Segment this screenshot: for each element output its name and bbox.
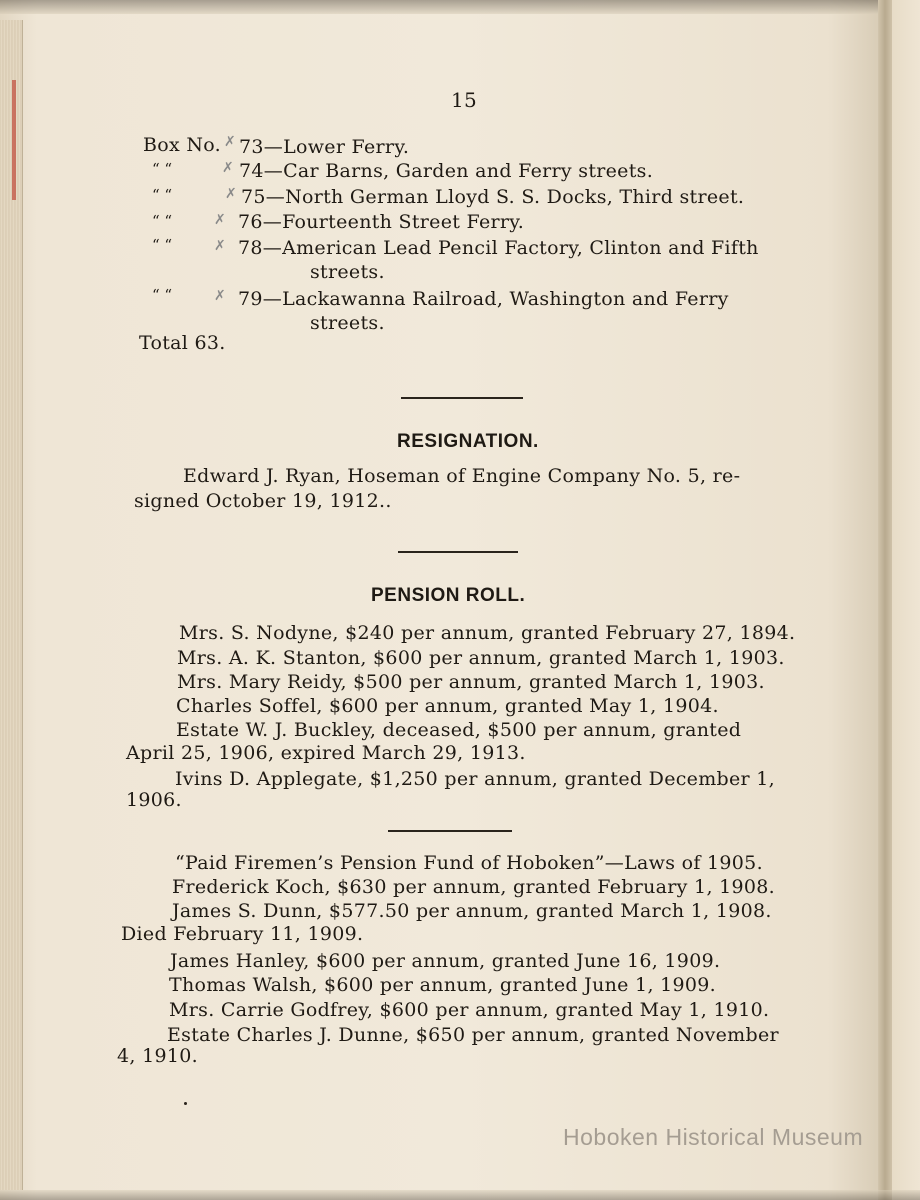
fund-entry: Mrs. Carrie Godfrey, $600 per annum, granted May 1, 1910. bbox=[169, 999, 770, 1021]
fund-entry: Frederick Koch, $630 per annum, granted February 1, 1908. bbox=[172, 876, 776, 898]
section-divider bbox=[398, 551, 518, 553]
pension-entry: Estate W. J. Buckley, deceased, $500 per annum, granted bbox=[176, 719, 742, 741]
fund-title: “Paid Firemen’s Pension Fund of Hoboken”—Laws of 1905. bbox=[175, 852, 763, 874]
pension-entry: Mrs. Mary Reidy, $500 per annum, granted March 1, 1903. bbox=[177, 671, 765, 693]
check-mark-icon: ✗ bbox=[214, 212, 226, 228]
watermark: Hoboken Historical Museum bbox=[563, 1124, 864, 1150]
pension-entry-continued: 1906. bbox=[126, 789, 182, 811]
pension-roll-heading: PENSION ROLL. bbox=[371, 585, 526, 606]
book-spine bbox=[878, 0, 892, 1200]
ditto-mark: “ “ bbox=[152, 212, 173, 230]
fund-entry: James Hanley, $600 per annum, granted June 16, 1909. bbox=[170, 950, 721, 972]
box-line: 73—Lower Ferry. bbox=[239, 136, 410, 158]
resignation-heading: RESIGNATION. bbox=[397, 431, 539, 452]
box-line: 74—Car Barns, Garden and Ferry streets. bbox=[239, 160, 654, 182]
ditto-mark: “ “ bbox=[152, 186, 173, 204]
box-label: Box No. bbox=[143, 134, 222, 156]
adjacent-page bbox=[892, 0, 920, 1200]
box-line: 76—Fourteenth Street Ferry. bbox=[238, 211, 525, 233]
scan-top-shadow bbox=[0, 0, 920, 14]
check-mark-icon: ✗ bbox=[214, 238, 226, 254]
check-mark-icon: ✗ bbox=[225, 186, 237, 202]
fund-entry: Thomas Walsh, $600 per annum, granted June 1, 1909. bbox=[169, 974, 717, 996]
pension-entry: Mrs. S. Nodyne, $240 per annum, granted February 27, 1894. bbox=[179, 622, 796, 644]
pension-entry: Charles Soffel, $600 per annum, granted May 1, 1904. bbox=[176, 695, 719, 717]
pension-entry-continued: April 25, 1906, expired March 29, 1913. bbox=[126, 742, 526, 764]
box-line: 79—Lackawanna Railroad, Washington and Ferry bbox=[238, 288, 729, 310]
check-mark-icon: ✗ bbox=[214, 288, 226, 304]
box-line: 78—American Lead Pencil Factory, Clinton and Fifth bbox=[238, 237, 759, 259]
ditto-mark: “ “ bbox=[152, 236, 173, 254]
scan-bottom-shadow bbox=[0, 1190, 920, 1200]
fund-entry: James S. Dunn, $577.50 per annum, granted March 1, 1908. bbox=[172, 900, 772, 922]
page-number: 15 bbox=[451, 88, 478, 112]
box-total: Total 63. bbox=[139, 332, 226, 354]
check-mark-icon: ✗ bbox=[224, 134, 236, 150]
box-line-continued: streets. bbox=[310, 312, 385, 334]
ink-speck bbox=[184, 1102, 187, 1105]
pension-entry: Mrs. A. K. Stanton, $600 per annum, granted March 1, 1903. bbox=[177, 647, 785, 669]
ditto-mark: “ “ bbox=[152, 286, 173, 304]
section-divider bbox=[388, 830, 512, 832]
check-mark-icon: ✗ bbox=[222, 160, 234, 176]
cover-edge-accent bbox=[12, 80, 16, 200]
resignation-line: Edward J. Ryan, Hoseman of Engine Company No. 5, re- bbox=[183, 465, 741, 487]
resignation-line: signed October 19, 1912.. bbox=[134, 490, 392, 512]
fund-entry-continued: 4, 1910. bbox=[117, 1045, 198, 1067]
section-divider bbox=[401, 397, 523, 399]
box-line-continued: streets. bbox=[310, 261, 385, 283]
fund-entry-continued: Died February 11, 1909. bbox=[121, 923, 364, 945]
box-line: 75—North German Lloyd S. S. Docks, Third street. bbox=[241, 186, 745, 208]
fund-entry: Estate Charles J. Dunne, $650 per annum, granted November bbox=[167, 1024, 779, 1046]
pension-entry: Ivins D. Applegate, $1,250 per annum, granted December 1, bbox=[175, 768, 776, 790]
ditto-mark: “ “ bbox=[152, 160, 173, 178]
